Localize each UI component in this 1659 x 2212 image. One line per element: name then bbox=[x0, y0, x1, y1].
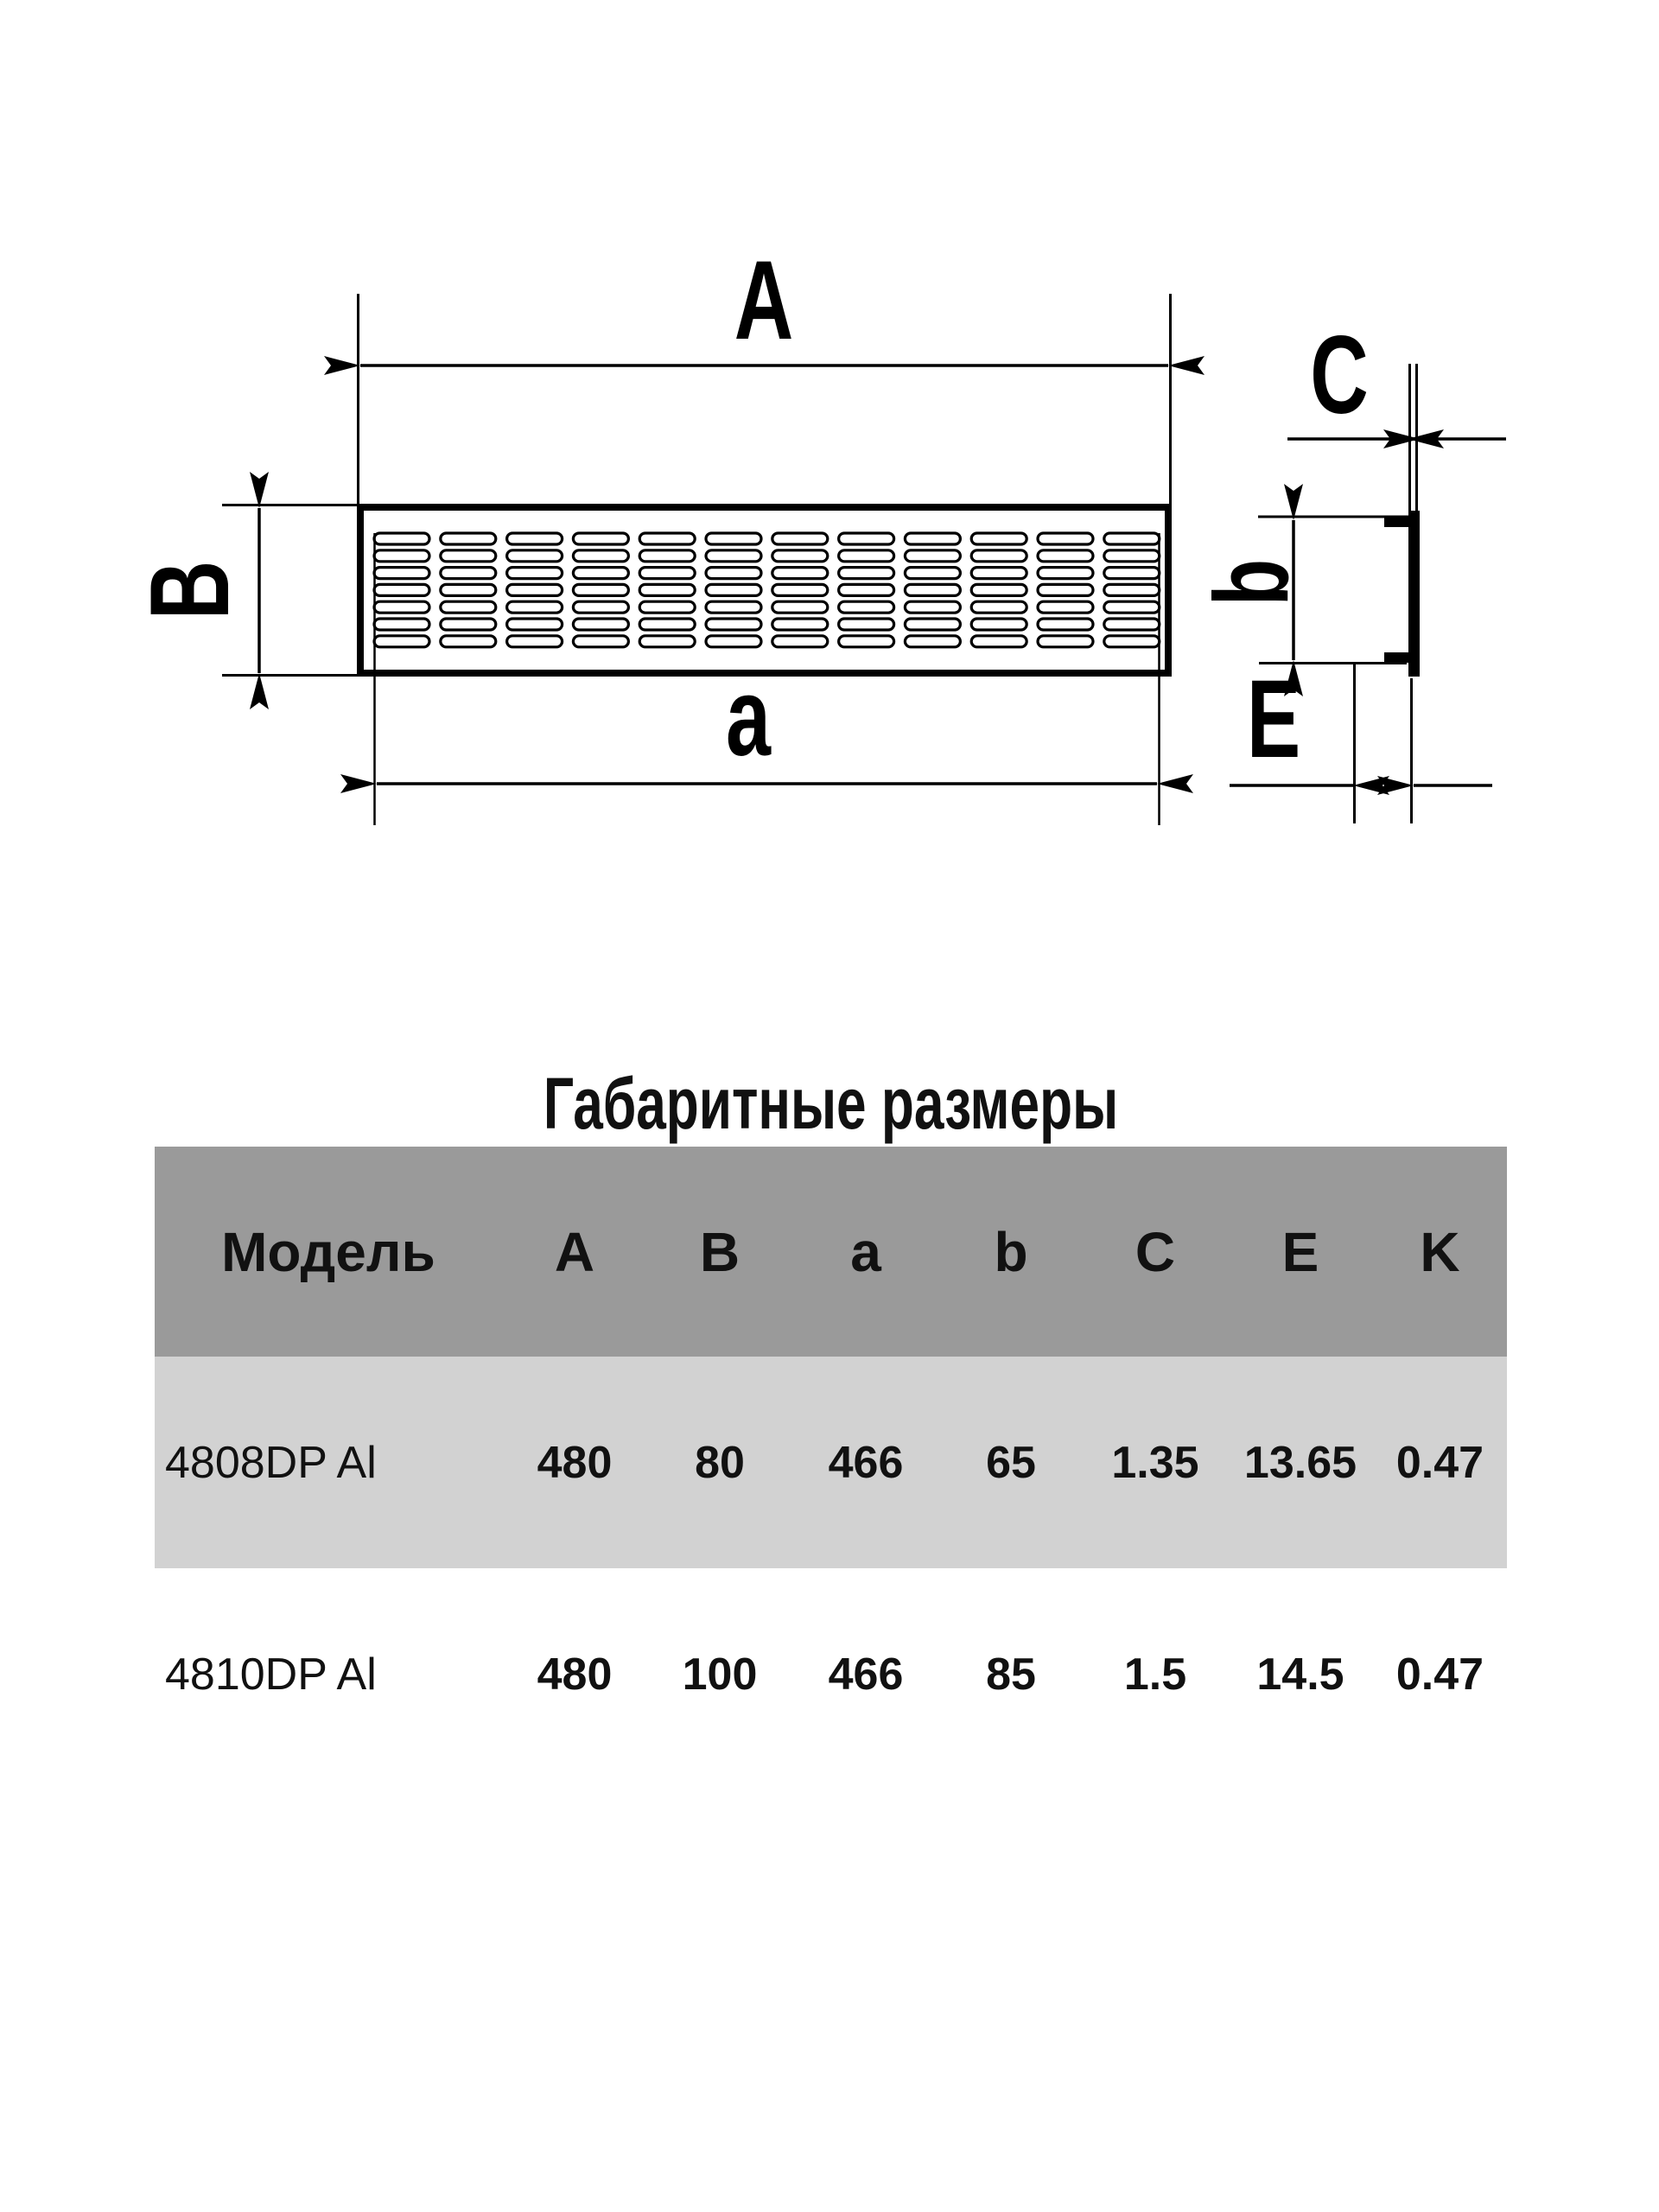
cell-value: 480 bbox=[537, 1649, 613, 1700]
vent-slot bbox=[507, 619, 563, 630]
vent-slot bbox=[441, 601, 496, 613]
vent-slot bbox=[772, 568, 828, 579]
vent-slot bbox=[1104, 533, 1160, 544]
cell-K bbox=[1373, 1568, 1507, 1780]
cell-model bbox=[155, 1357, 502, 1568]
vent-slot bbox=[706, 550, 761, 562]
cell-value: 65 bbox=[986, 1437, 1036, 1488]
vent-slot bbox=[1104, 636, 1160, 647]
vent-slot bbox=[1038, 533, 1093, 544]
cell-A bbox=[502, 1357, 647, 1568]
table-header-row bbox=[155, 1147, 1507, 1357]
vent-slot bbox=[374, 550, 429, 562]
vent-slot bbox=[374, 533, 429, 544]
vent-slot bbox=[971, 584, 1027, 595]
vent-slot bbox=[839, 550, 894, 562]
label-A: A bbox=[734, 238, 794, 364]
vent-slot bbox=[441, 584, 496, 595]
label-a: a bbox=[726, 655, 771, 779]
cell-b bbox=[939, 1568, 1083, 1780]
vent-slot bbox=[507, 636, 563, 647]
cell-b bbox=[939, 1357, 1083, 1568]
cell-model bbox=[155, 1568, 502, 1780]
vent-slot bbox=[507, 550, 563, 562]
header-a bbox=[792, 1147, 939, 1357]
vent-slot bbox=[772, 619, 828, 630]
cell-C bbox=[1083, 1568, 1228, 1780]
vent-slot bbox=[639, 550, 695, 562]
vent-slot bbox=[905, 533, 960, 544]
vent-slot bbox=[971, 636, 1027, 647]
cell-value: 1.35 bbox=[1111, 1437, 1199, 1488]
vent-slot bbox=[1038, 601, 1093, 613]
cell-value: 466 bbox=[828, 1649, 904, 1700]
header-model bbox=[155, 1147, 502, 1357]
vent-slot bbox=[573, 584, 628, 595]
header-E bbox=[1228, 1147, 1373, 1357]
vent-slot bbox=[573, 550, 628, 562]
vent-slot bbox=[772, 533, 828, 544]
vent-slot bbox=[971, 619, 1027, 630]
label-C: C bbox=[1310, 313, 1369, 437]
vent-slot bbox=[639, 568, 695, 579]
vent-slot bbox=[971, 568, 1027, 579]
front-view bbox=[127, 238, 1170, 825]
vent-slot bbox=[1104, 584, 1160, 595]
dimension-C bbox=[1287, 314, 1506, 439]
cell-a bbox=[792, 1568, 939, 1780]
dimension-b bbox=[1192, 517, 1409, 664]
vent-slot bbox=[573, 619, 628, 630]
header-C bbox=[1083, 1147, 1228, 1357]
cell-value: 480 bbox=[537, 1437, 613, 1488]
header-label: C bbox=[1135, 1220, 1176, 1283]
cell-B bbox=[647, 1568, 792, 1780]
cell-C bbox=[1083, 1357, 1228, 1568]
vent-slot bbox=[706, 568, 761, 579]
vent-slot bbox=[1104, 601, 1160, 613]
dimensions-table bbox=[155, 1147, 1507, 1780]
vent-slot bbox=[507, 601, 563, 613]
dimension-E bbox=[1230, 658, 1492, 823]
header-label: Модель bbox=[221, 1220, 435, 1283]
vent-slot bbox=[441, 636, 496, 647]
vent-slot bbox=[507, 568, 563, 579]
vent-slot bbox=[706, 636, 761, 647]
vent-slot bbox=[905, 636, 960, 647]
header-b bbox=[939, 1147, 1083, 1357]
model-name: 4810DP Al bbox=[165, 1649, 377, 1700]
header-label: B bbox=[699, 1220, 741, 1283]
vent-slot bbox=[573, 636, 628, 647]
vent-slot bbox=[706, 584, 761, 595]
vent-slot bbox=[1038, 619, 1093, 630]
vent-slot bbox=[507, 584, 563, 595]
vent-slot bbox=[905, 568, 960, 579]
cell-value: 85 bbox=[986, 1649, 1036, 1700]
vent-slot bbox=[706, 619, 761, 630]
vent-slot bbox=[441, 619, 496, 630]
vent-slot bbox=[839, 533, 894, 544]
header-label: E bbox=[1281, 1220, 1319, 1283]
vent-slot bbox=[905, 550, 960, 562]
side-view bbox=[1192, 314, 1506, 823]
vent-slot bbox=[1104, 550, 1160, 562]
vent-slot bbox=[905, 601, 960, 613]
vent-slot bbox=[706, 533, 761, 544]
cell-E bbox=[1228, 1357, 1373, 1568]
vent-slot bbox=[839, 568, 894, 579]
vent-slot bbox=[971, 533, 1027, 544]
header-label: A bbox=[554, 1220, 595, 1283]
top-flange bbox=[1384, 517, 1415, 527]
table-row bbox=[155, 1357, 1507, 1568]
vent-slot bbox=[1038, 568, 1093, 579]
dimension-A bbox=[359, 238, 1171, 504]
vent-slot bbox=[441, 550, 496, 562]
cell-value: 100 bbox=[682, 1649, 758, 1700]
vent-slot bbox=[1038, 550, 1093, 562]
cell-a bbox=[792, 1357, 939, 1568]
label-B: B bbox=[127, 560, 253, 620]
vent-slot bbox=[639, 584, 695, 595]
vent-slot bbox=[772, 636, 828, 647]
vent-slot bbox=[639, 533, 695, 544]
cell-value: 1.5 bbox=[1123, 1649, 1187, 1700]
vent-slot bbox=[374, 636, 429, 647]
header-A bbox=[502, 1147, 647, 1357]
vent-slot bbox=[905, 619, 960, 630]
vent-slot bbox=[839, 584, 894, 595]
cell-E bbox=[1228, 1568, 1373, 1780]
vent-slot bbox=[839, 619, 894, 630]
model-name: 4808DP Al bbox=[165, 1437, 377, 1488]
bottom-flange bbox=[1384, 652, 1415, 663]
vent-slot bbox=[772, 601, 828, 613]
vent-slot bbox=[971, 601, 1027, 613]
vent-slot bbox=[374, 568, 429, 579]
vent-slot bbox=[573, 533, 628, 544]
cell-value: 13.65 bbox=[1243, 1437, 1357, 1488]
vent-slot bbox=[573, 601, 628, 613]
vent-slot bbox=[971, 550, 1027, 562]
table-title: Габаритные размеры bbox=[543, 1063, 1119, 1144]
vent-slot bbox=[374, 584, 429, 595]
vent-slot bbox=[772, 550, 828, 562]
vent-slot bbox=[839, 636, 894, 647]
vent-slot bbox=[1104, 568, 1160, 579]
vent-slot bbox=[374, 601, 429, 613]
vent-slot bbox=[1038, 636, 1093, 647]
cell-value: 14.5 bbox=[1256, 1649, 1344, 1700]
cell-value: 0.47 bbox=[1395, 1437, 1484, 1488]
header-label: a bbox=[850, 1220, 881, 1283]
vent-slot bbox=[441, 533, 496, 544]
vent-slot bbox=[1038, 584, 1093, 595]
header-K bbox=[1373, 1147, 1507, 1357]
cell-A bbox=[502, 1568, 647, 1780]
header-label: K bbox=[1420, 1220, 1460, 1283]
vent-slot bbox=[573, 568, 628, 579]
label-b: b bbox=[1192, 558, 1311, 607]
vent-slot bbox=[639, 619, 695, 630]
vent-slot bbox=[772, 584, 828, 595]
cell-B bbox=[647, 1357, 792, 1568]
vent-slot bbox=[639, 636, 695, 647]
cell-value: 466 bbox=[828, 1437, 904, 1488]
vent-slot bbox=[374, 619, 429, 630]
dimension-B bbox=[127, 505, 357, 676]
table-row bbox=[155, 1568, 1507, 1780]
vent-slot bbox=[507, 533, 563, 544]
header-label: b bbox=[994, 1220, 1028, 1283]
vent-slot bbox=[839, 601, 894, 613]
cell-K bbox=[1373, 1357, 1507, 1568]
label-E: E bbox=[1246, 657, 1301, 781]
cell-value: 80 bbox=[695, 1437, 745, 1488]
vent-slot bbox=[1104, 619, 1160, 630]
vent-slot bbox=[639, 601, 695, 613]
header-B bbox=[647, 1147, 792, 1357]
cell-value: 0.47 bbox=[1395, 1649, 1484, 1700]
vent-slot bbox=[441, 568, 496, 579]
vent-slot bbox=[706, 601, 761, 613]
vent-slot bbox=[905, 584, 960, 595]
dimension-drawing bbox=[0, 0, 1659, 933]
